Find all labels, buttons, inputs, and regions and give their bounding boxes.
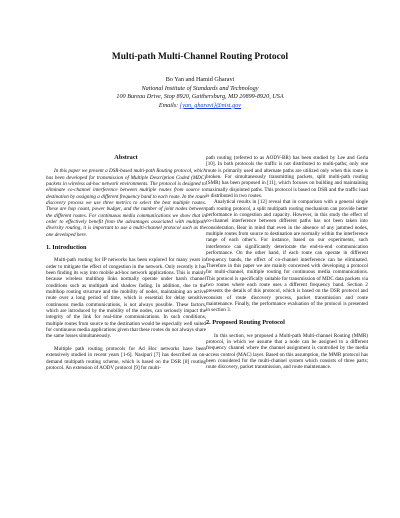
intro-heading: 1. Introduction [46,243,87,251]
intro-paragraph-2: Multiple path routing protocols for Ad Hoc networks have been extensively studied in recent years [1-6]. Nasipuri [7] has described an on-demand multipath routing scheme, which is based on the DSR [8] routing protocol. An extension of AODV protocol [9] for multi- [46,346,206,372]
right-column [206,155,368,371]
left-column [46,155,206,371]
paper-header [0,52,400,110]
right-paragraph-1: path routing (referred to as AODV-BR) has been studied by Lee and Gerla [10]. In both protocols the traffic is not distributed to multi-paths; only one route is primarily used and alternate paths are utilized only when this route is broken. For simultaneously transmitting packets, split multi-path routing (SMR) has been proposed in [11], which focuses on building and maintaining maximally disjointed paths. This protocol is based on DSR and the traffic load is distributed in two routes. [206,155,368,200]
emails-label: Emails: [158,101,179,109]
paper-title: Multi-path Multi-Channel Routing Protocol [111,52,289,62]
section-2-paragraph-1: In this section, we proposed a Multi-path Multi-channel Routing (MMR) protocol, in which we assume that a node can be assigned to a different frequency channel where the channel assignment is controlled by the media access control (MAC) layer. Based on this assumption, the MMR protocol has been considered for the multi-channel system which consists of three parts; route discovery, packet transmission, and route maintenance. [206,332,368,371]
paper-emails [0,102,400,111]
right-paragraph-2: Analytical results in [12] reveal that in comparison with a general single path routing protocol, a split multipath routing mechanism can provide better performance in congestion and capacity. However, in this study the effect of co-channel interference between different paths has not been taken into consideration. Bear in mind that even in the absence of any jammed nodes, multiple routes from source to destination are normally within the interference range of each other's. For instance, based on our experiments, such interference can significantly deteriorate the end-to-end communication performance. On the other hand, if each route can operate in different frequency bands, the effect of co-channel interference can be eliminated. Therefore in this paper we are mainly concerned with developing a protocol for multi-channel, multiple routing for continuous media communications. This protocol is specifically suitable for transmission of MDC data packets via two routes where each route uses a different frequency band. Section 2 presents the details of this protocol, which is based on the DSR protocol and consists of route discovery process, packet transmission and route maintenance. Finally, the performance evaluation of the protocol is presented in section 3. [206,199,368,314]
intro-paragraph-1: Multi-path routing for IP networks has been explored for many years in order to mitigate the effect of congestion in the network. Only recently it has been finding its way into mobile ad-hoc network applications. This is mainly because wireless multihop links normally operate under harsh channel conditions such as multipath and shadow fading. In addition, due to the multihop routing structure and the mobility of nodes, maintaining an active route over a long period of time, which is essential for delay sensitive continuous media communications, is not always possible. These factors, which are introduced by the mobility of the nodes, can seriously impact the integrity of the link for real-time communications. In such conditions, multiple routes from source to the destination would be especially well suited for continuous media applications given that these routes do not always share the same losses simultaneously. [46,257,206,340]
email-link[interactable]: {yan, gharavi}@nist.gov [179,101,242,109]
abstract-text: In this paper we present a DSR-based multi-path Routing protocol, which has been developed for transmission of Multiple Description Coded (MDC) packets in wireless ad-hoc network environments. The protocol is designed to eliminate co-channel interference between multiple routes from source to destination by assigning a different frequency band to each route. In the route discovery process we use three metrics to select the best multiple routes. These are hop count, power budget, and the number of joint nodes between the different routes. For continuous media communications we show that in order to effectively benefit from the advantages associated with multipath diversity routing, it is important to use a multi-channel protocol such as the one developed here. [46,168,206,238]
paper-authors: Bo Yan and Hamid Gharavi [165,76,235,83]
section-2-heading: 2. Proposed Routing Protocol [206,318,285,326]
abstract-heading: Abstract [114,154,138,161]
paper-address: 100 Bureau Drive, Stop 8920, Gaithersburg, MD 20899-8920, USA [116,93,284,101]
paper-affiliation: National Institute of Standards and Technology [141,84,259,92]
